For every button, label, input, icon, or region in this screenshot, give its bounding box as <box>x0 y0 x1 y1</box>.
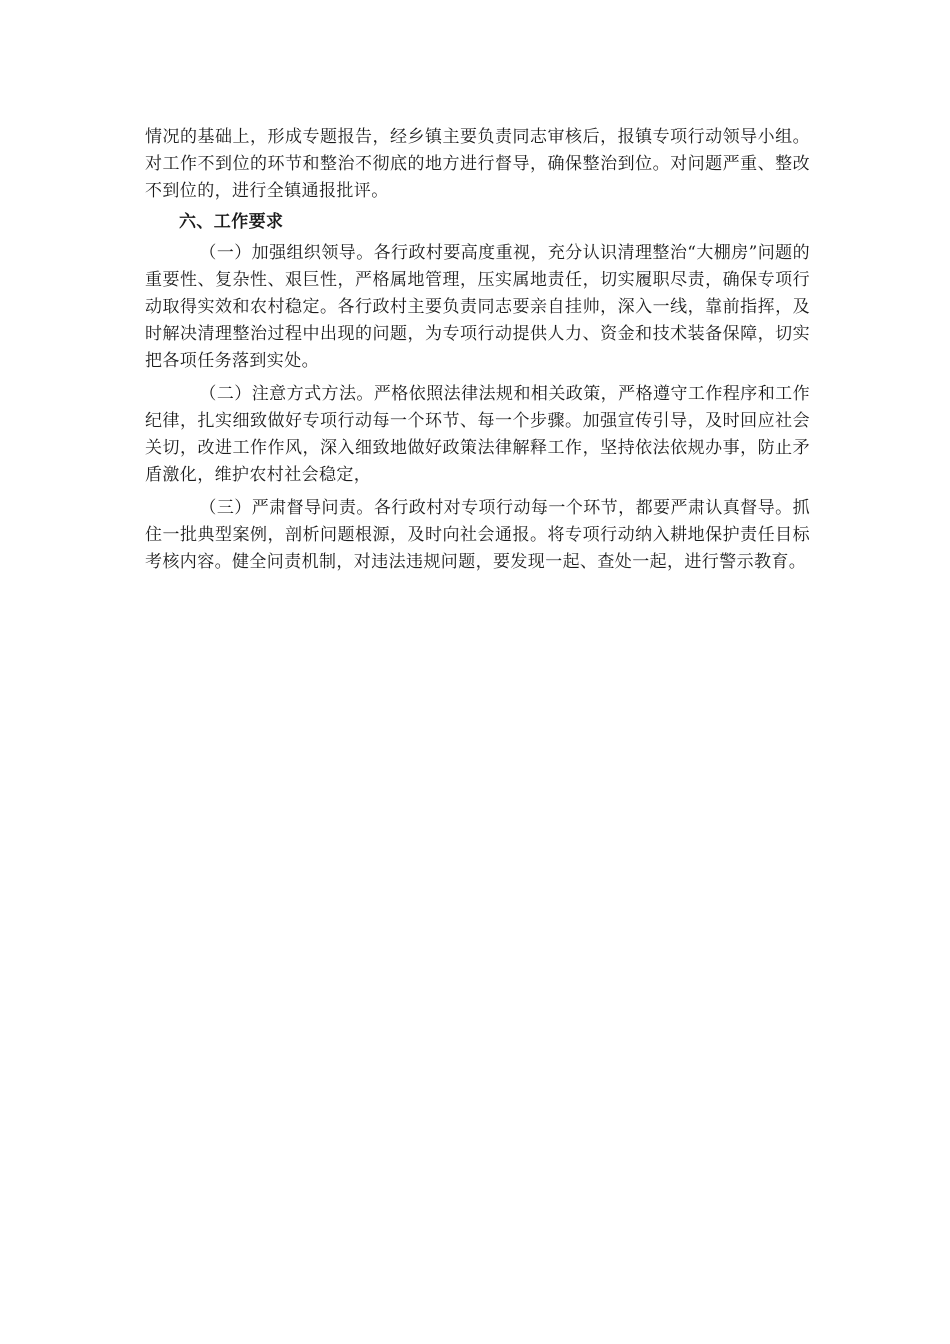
continuation-paragraph: 情况的基础上，形成专题报告，经乡镇主要负责同志审核后，报镇专项行动领导小组。对工作不到位的环节和整治不彻底的地方进行督导，确保整治到位。对问题严重、整改不到位的，进行全镇通报批评。 <box>145 127 810 201</box>
section-heading: 六、工作要求 <box>179 212 284 232</box>
requirement-paragraph-1: （一）加强组织领导。各行政村要高度重视，充分认识清理整治“大棚房”问题的重要性、复杂性、艰巨性，严格属地管理，压实属地责任，切实履职尽责，确保专项行动取得实效和农村稳定。各行政村主要负责同志要亲自挂帅，深入一线，靠前指挥，及时解决清理整治过程中出现的问题，为专项行动提供人力、资金和技术装备保障，切实把各项任务落到实处。 <box>145 243 810 371</box>
requirement-paragraph-2: （二）注意方式方法。严格依照法律法规和相关政策，严格遵守工作程序和工作纪律，扎实细致做好专项行动每一个环节、每一个步骤。加强宣传引导，及时回应社会关切，改进工作作风，深入细致地做好政策法律解释工作，坚持依法依规办事，防止矛盾激化，维护农村社会稳定， <box>145 384 810 485</box>
requirement-paragraph-3: （三）严肃督导问责。各行政村对专项行动每一个环节，都要严肃认真督导。抓住一批典型案例，剖析问题根源，及时向社会通报。将专项行动纳入耕地保护责任目标考核内容。健全问责机制，对违法违规问题，要发现一起、查处一起，进行警示教育。 <box>145 498 810 572</box>
document-body <box>145 124 810 582</box>
